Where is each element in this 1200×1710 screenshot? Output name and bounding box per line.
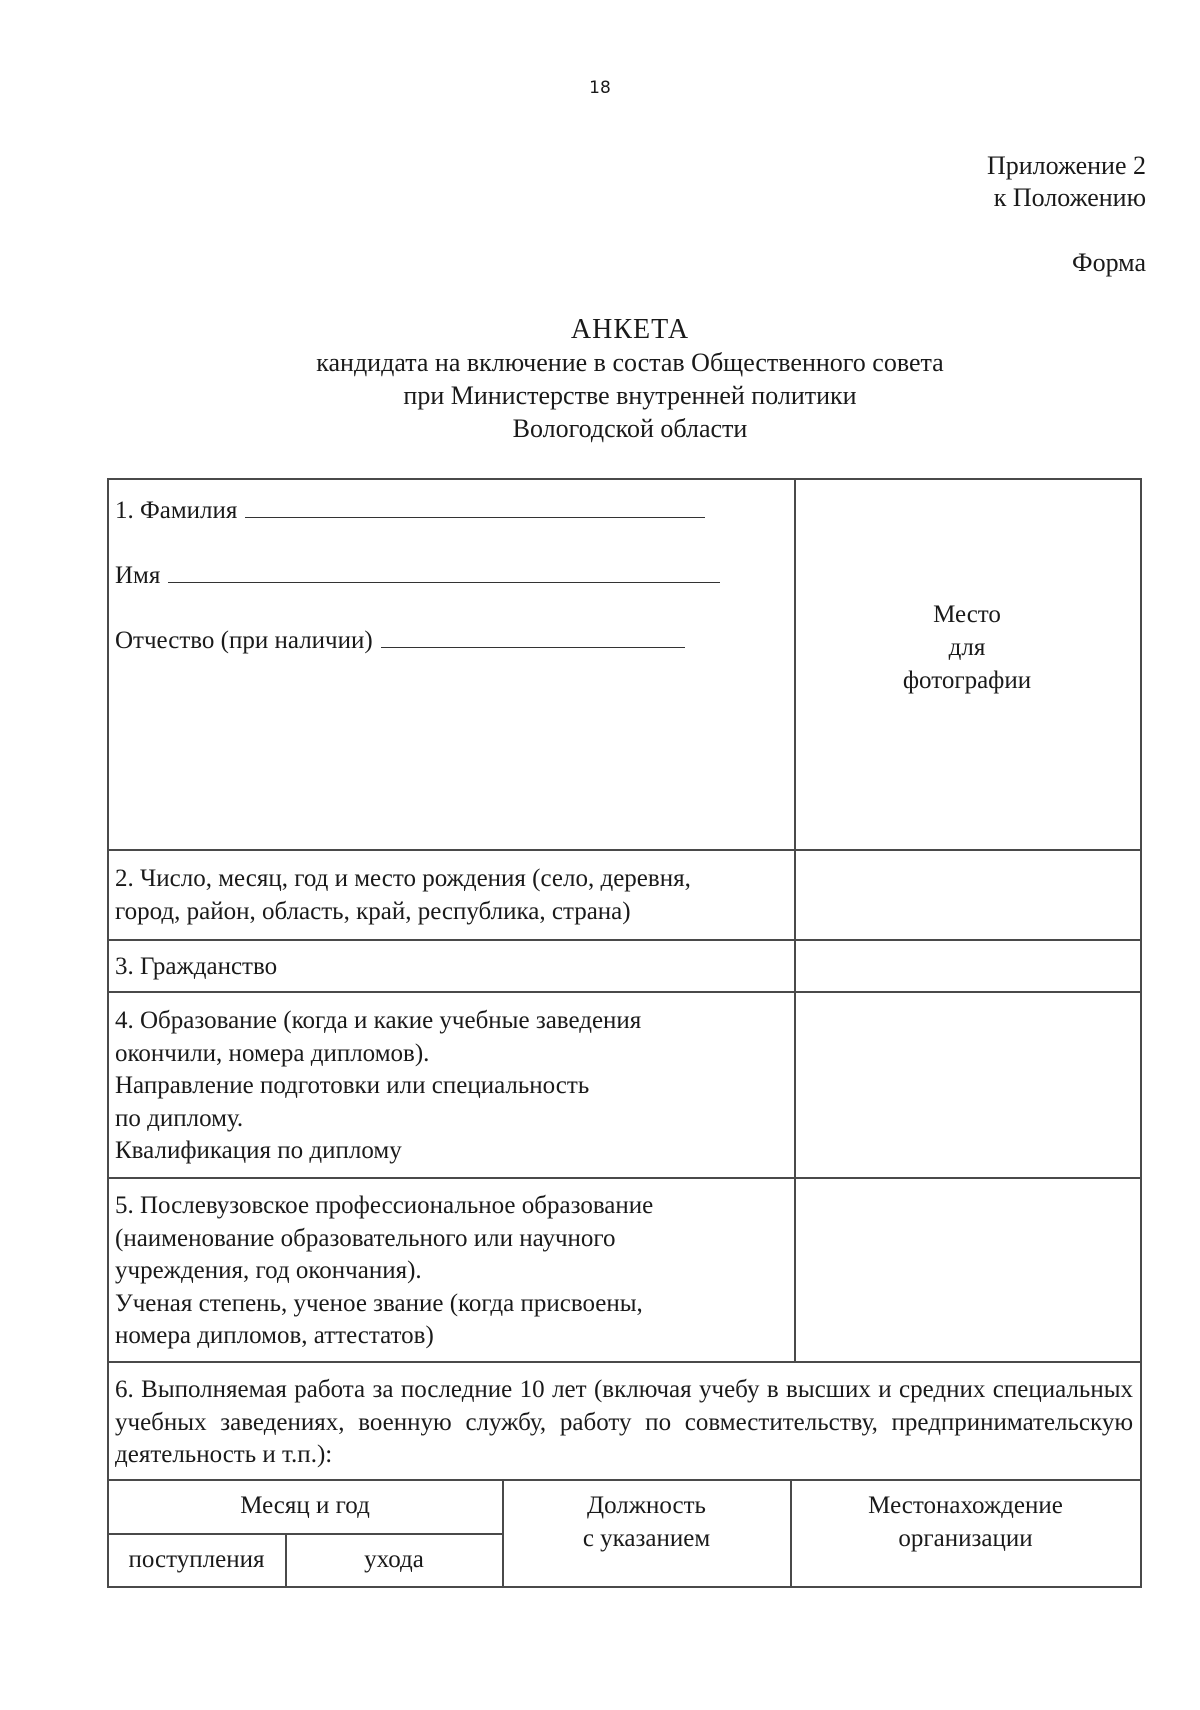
education-line-5: Квалификация по диплому <box>115 1137 402 1164</box>
heading-line-2: кандидата на включение в состав Общественного совета <box>316 348 944 377</box>
row-divider-1 <box>107 849 1141 851</box>
work-table-bottom <box>107 1586 1141 1588</box>
patronymic-field-row <box>115 621 685 658</box>
position-header <box>503 1490 790 1555</box>
start-date-header: поступления <box>128 1546 265 1573</box>
form-label: Форма <box>1072 248 1146 277</box>
birth-line-2: город, район, область, край, республика, страна) <box>115 897 631 925</box>
photo-line-1: Место <box>933 601 1001 628</box>
heading-line-3: при Министерстве внутренней политики <box>403 381 857 410</box>
photo-line-2: для <box>948 634 986 661</box>
end-date-header: ухода <box>364 1546 424 1573</box>
birth-details-label <box>115 863 691 928</box>
photo-line-3: фотографии <box>902 667 1032 694</box>
annex-line-1: Приложение 2 <box>986 151 1146 180</box>
surname-input-line[interactable] <box>245 491 705 518</box>
surname-label: 1. Фамилия <box>115 497 238 524</box>
name-field-row <box>115 556 720 593</box>
annex-line-2: к Положению <box>993 183 1146 212</box>
birth-line-1: 2. Число, месяц, год и место рождения (село, деревня, <box>115 865 691 892</box>
page-number: 18 <box>589 78 611 98</box>
table-border-right <box>1140 478 1142 1588</box>
name-input-line[interactable] <box>168 556 720 583</box>
patronymic-label: Отчество (при наличии) <box>115 627 373 654</box>
postgraduate-line-1: 5. Послевузовское профессиональное образование <box>115 1192 654 1219</box>
row-divider-2 <box>107 939 1141 941</box>
work-table-top <box>107 1479 1141 1481</box>
row-divider-3 <box>107 991 1141 993</box>
annex-reference <box>987 150 1146 214</box>
position-header-line-1: Должность <box>587 1492 706 1519</box>
postgraduate-label <box>115 1190 653 1353</box>
table-border-left <box>107 478 109 1588</box>
document-title: АНКЕТА <box>570 314 690 345</box>
position-header-line-2: с указанием <box>582 1524 711 1552</box>
location-header-line-1: Местонахождение <box>868 1492 1063 1519</box>
education-label <box>115 1005 641 1168</box>
education-line-1: 4. Образование (когда и какие учебные заведения <box>115 1007 642 1034</box>
citizenship-label: 3. Гражданство <box>115 953 278 980</box>
postgraduate-line-4: Ученая степень, ученое звание (когда присвоены, <box>115 1289 643 1317</box>
education-line-3: Направление подготовки или специальность <box>115 1072 590 1099</box>
photo-placeholder <box>794 598 1140 697</box>
work-subheader-divider <box>107 1533 502 1535</box>
location-header-line-2: организации <box>898 1524 1033 1552</box>
document-heading <box>0 313 1200 445</box>
postgraduate-line-2: (наименование образовательного или научного <box>115 1224 616 1252</box>
postgraduate-line-3: учреждения, год окончания). <box>115 1257 422 1284</box>
postgraduate-line-5: номера дипломов, аттестатов) <box>115 1322 434 1349</box>
row-divider-5 <box>107 1361 1141 1363</box>
name-label: Имя <box>115 562 161 589</box>
education-line-2: окончили, номера дипломов). <box>115 1039 430 1067</box>
table-border-top <box>107 478 1141 480</box>
education-line-4: по диплому. <box>115 1104 244 1132</box>
month-year-header: Месяц и год <box>240 1492 370 1519</box>
surname-field-row <box>115 491 705 528</box>
work-history-label: 6. Выполняемая работа за последние 10 лет (включая учебу в высших и средних специальных учебных заведениях, военную службу, работу по совместительству, предпринимательскую деятельность и т.п.): <box>115 1376 1133 1468</box>
row-divider-4 <box>107 1177 1141 1179</box>
location-header <box>791 1490 1140 1555</box>
heading-line-4: Вологодской области <box>512 414 748 443</box>
patronymic-input-line[interactable] <box>381 621 685 648</box>
